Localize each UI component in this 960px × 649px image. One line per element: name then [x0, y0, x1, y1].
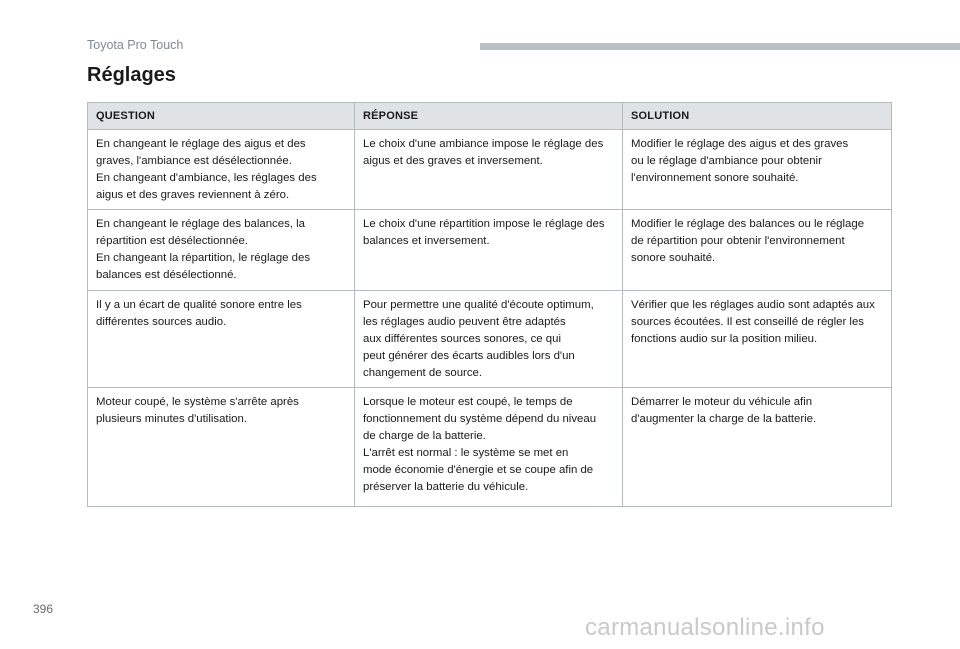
page-number: 396: [33, 602, 54, 616]
question-text: Il y a un écart de qualité sonore entre les différentes sources audio.: [96, 299, 302, 328]
question-text: En changeant le réglage des aigus et des graves, l'ambiance est désélectionnée. En changeant d'ambiance, les réglages des aigus et des graves reviennent à zéro.: [96, 138, 317, 201]
page-title: Réglages: [87, 64, 176, 86]
response-cell: [355, 291, 623, 388]
table-header-row: [88, 103, 892, 130]
question-cell: [88, 291, 355, 388]
response-text: Lorsque le moteur est coupé, le temps de fonctionnement du système dépend du niveau de charge de la batterie. L'arrêt est normal : le système se met en mode économie d'énergie et se coupe afin de préserver la batterie du véhicule.: [363, 396, 597, 493]
table-row: [88, 388, 892, 507]
solution-cell: [623, 210, 892, 291]
response-text: Le choix d'une ambiance impose le réglage des aigus et des graves et inversement.: [363, 138, 604, 167]
response-cell: [355, 130, 623, 210]
solution-text: Modifier le réglage des aigus et des graves ou le réglage d'ambiance pour obtenir l'environnement sonore souhaité.: [631, 138, 849, 184]
question-text: Moteur coupé, le système s'arrête après plusieurs minutes d'utilisation.: [96, 396, 299, 425]
response-cell: [355, 210, 623, 291]
solution-cell: [623, 388, 892, 507]
table-row: [88, 291, 892, 388]
column-header-question: QUESTION: [88, 103, 355, 130]
question-cell: [88, 210, 355, 291]
faq-table: [87, 102, 892, 507]
question-cell: [88, 388, 355, 507]
header-bar: [480, 43, 960, 50]
response-text: Le choix d'une répartition impose le réglage des balances et inversement.: [363, 218, 605, 247]
table-row: [88, 210, 892, 291]
response-text: Pour permettre une qualité d'écoute optimum, les réglages audio peuvent être adaptés aux différentes sources sonores, ce qui peut générer des écarts audibles lors d'un changement de source.: [363, 299, 594, 379]
solution-text: Démarrer le moteur du véhicule afin d'augmenter la charge de la batterie.: [631, 396, 817, 425]
response-cell: [355, 388, 623, 507]
column-header-response: RÉPONSE: [355, 103, 623, 130]
table-row: [88, 130, 892, 210]
question-text: En changeant le réglage des balances, la répartition est désélectionnée. En changeant la répartition, le réglage des balances est désélectionné.: [96, 218, 311, 281]
header-brand: Toyota Pro Touch: [87, 38, 184, 52]
watermark: carmanualsonline.info: [585, 614, 825, 641]
column-header-solution: SOLUTION: [623, 103, 892, 130]
question-cell: [88, 130, 355, 210]
solution-text: Vérifier que les réglages audio sont adaptés aux sources écoutées. Il est conseillé de régler les fonctions audio sur la position milieu.: [631, 299, 875, 345]
solution-cell: [623, 291, 892, 388]
solution-cell: [623, 130, 892, 210]
solution-text: Modifier le réglage des balances ou le réglage de répartition pour obtenir l'environnement sonore souhaité.: [631, 218, 865, 264]
